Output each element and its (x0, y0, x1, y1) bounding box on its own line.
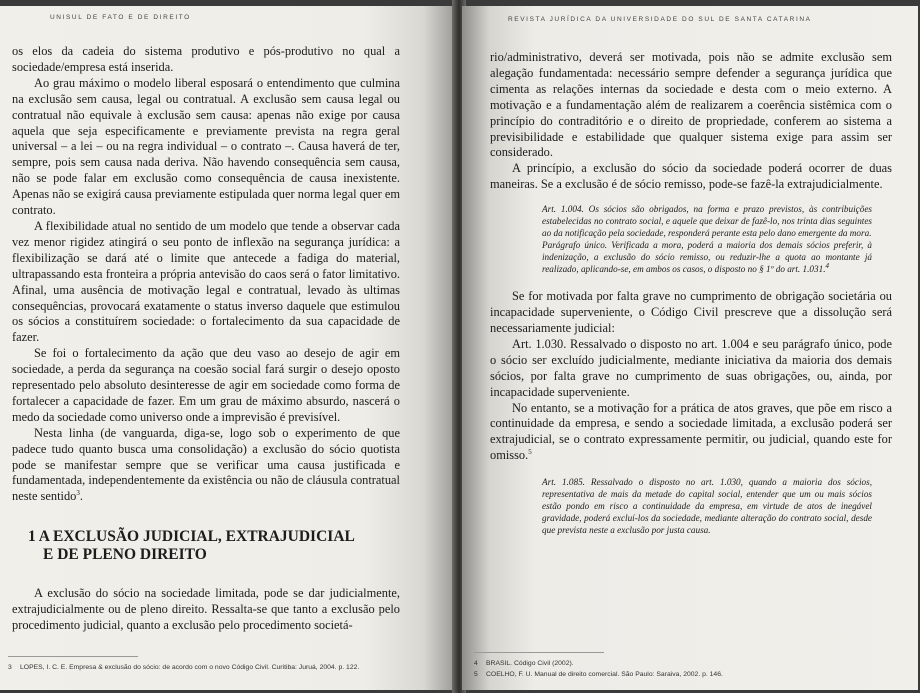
left-paragraph-text: Nesta linha (de vanguarda, diga-se, logo sob o experimento de que padece tudo quanto busca uma consolidação) a exclusão do sócio quotista pode se manifestar sempre que se verificar uma causa justificada e fundamentada, independentemente da existência ou não de cláusula contratual neste sentido (12, 425, 400, 504)
right-page-body (490, 50, 892, 550)
footnote-rule (474, 652, 604, 653)
left-page-body (12, 44, 400, 634)
footnote (474, 669, 723, 680)
right-page (462, 6, 918, 690)
footnote-number: 5 (474, 671, 478, 678)
right-footnotes (474, 658, 723, 680)
footnote-number: 4 (474, 660, 478, 667)
footnote-text: COELHO, F. U. Manual de direito comercial. São Paulo: Saraiva, 2002. p. 146. (486, 671, 723, 678)
section-heading (28, 528, 400, 564)
left-page (0, 6, 456, 690)
footnote-text: BRASIL. Código Civil (2002). (486, 660, 574, 667)
left-paragraph: Nesta linha (de vanguarda, diga-se, logo sob o experimento de que padece tudo quanto busca uma consolidação) a exclusão do sócio quotista pode se manifestar sempre que se verificar uma causa justificada e fundamentada, independentemente da existência ou não de cláusula contratual neste sentido$^3$. (12, 425, 400, 504)
footnote-number: 3 (8, 664, 12, 671)
left-paragraph: A flexibilidade atual no sentido de um modelo que tende a observar cada vez menor rigidez atingirá o seu ponto de inflexão na segurança jurídica: a flexibilização se dará até o limite que antecede a fadiga do material, ultrapassando esta fronteira a própria antevisão do caos será o fator limitativo. Afinal, uma ausência de motivação legal e contratual, levado às ultimas consequências, provocará exatamente o status inverso daquele que estimulou os sócios a constituírem sociedade: o fortalecimento da sua capacidade de fazer. (12, 218, 400, 345)
footnote-text: LOPES, I. C. E. Empresa & exclusão do sócio: de acordo com o novo Código Civil. Curitiba: Juruá, 2004. p. 122. (20, 664, 360, 671)
quote-text: Parágrafo único. Verificada a mora, poderá a maioria dos demais sócios preferir, à indenização, a exclusão do sócio remisso, ou reduzir-lhe a quota ao montante já realizado, aplicando-se, em ambos os casos, o disposto no § 1º do art. 1.031. (542, 240, 872, 275)
block-quote (542, 203, 872, 275)
left-paragraph: A exclusão do sócio na sociedade limitada, pode se dar judicialmente, extrajudicialmente ou de pleno direito. Ressalta-se que tanto a exclusão pelo procedimento judicial, quanto a exclusão pelo procedimento societá- (12, 586, 400, 633)
footnote (474, 658, 723, 669)
quote-paragraph: Art. 1.085. Ressalvado o disposto no art. 1.030, quando a maioria dos sócios, representativa de mais da metade do capital social, entender que um ou mais sócios estão pondo em risco a continuidade da empresa, em virtude de atos de inegável gravidade, poderá excluí-los da sociedade, mediante alteração do contrato social, desde que prevista neste a exclusão por justa causa. (542, 477, 872, 536)
right-running-head: REVISTA JURÍDICA DA UNIVERSIDADE DO SUL DE SANTA CATARINA (508, 16, 812, 23)
right-paragraph: A princípio, a exclusão do sócio da sociedade poderá ocorrer de duas maneiras. Se a exclusão é de sócio remisso, pode-se fazê-la extrajudicialmente. (490, 161, 892, 192)
left-footnotes (8, 662, 359, 673)
quote-paragraph: Art. 1.004. Os sócios são obrigados, na forma e prazo previstos, às contribuições estabelecidas no contrato social, e aquele que deixar de fazê-lo, nos trinta dias seguintes ao da notificação pela sociedade, responderá perante esta pelo dano emergente da mora. (542, 204, 872, 239)
right-paragraph: Se for motivada por falta grave no cumprimento de obrigação societária ou incapacidade superveniente, o Código Civil prescreve que a dissolução será necessariamente judicial: (490, 289, 892, 335)
section-heading-line2: E DE PLENO DIREITO (43, 546, 207, 564)
left-running-head: UNISUL DE FATO E DE DIREITO (50, 14, 191, 21)
footnote-rule (8, 656, 138, 657)
block-quote (542, 476, 872, 536)
right-paragraph-text: No entanto, se a motivação for a prática de atos graves, que põe em risco a continuidade da empresa, e sendo a sociedade limitada, a exclusão poderá ser extrajudicial, se o contrato expressamente permitir, ou judicial, quando este for omisso. (490, 400, 892, 463)
right-paragraph (490, 401, 892, 465)
footnote-ref: 4 (825, 262, 829, 271)
section-heading-line1: 1 A EXCLUSÃO JUDICIAL, EXTRAJUDICIAL (28, 528, 355, 546)
footnote (8, 662, 359, 673)
right-paragraph: Art. 1.030. Ressalvado o disposto no art. 1.004 e seu parágrafo único, pode o sócio ser excluído judicialmente, mediante iniciativa da maioria dos demais sócios, por falta grave no cumprimento de suas obrigações, ou, ainda, por incapacidade superveniente. (490, 336, 892, 399)
footnote-ref: 3 (76, 489, 80, 498)
left-paragraph: Se foi o fortalecimento da ação que deu vaso ao desejo de agir em sociedade, a perda da segurança na coesão social fará surgir o desejo oposto representado pelo absoluto desinteresse de agir em sociedade como forma de fortalecer a capacidade de fazer. Em um grau de máximo absurdo, nascerá o medo da sociedade como universo onde a imprevisão é previsível. (12, 346, 400, 424)
left-paragraph: os elos da cadeia do sistema produtivo e pós-produtivo no qual a sociedade/empresa está inserida. (12, 44, 400, 74)
quote-paragraph (542, 239, 872, 275)
right-paragraph: rio/administrativo, deverá ser motivada, pois não se admite exclusão sem alegação fundamentada: necessário sempre defender a segurança jurídica que cimenta as relações internas da sociedade e desta com o meio externo. A motivação e a fundamentação além de realizarem a coerência sistêmica com o princípio do contraditório e o direito de propriedade, conferem ao sistema a previsibilidade e estabilidade que qualquer sistema exige para assim ser considerado. (490, 50, 892, 160)
footnote-ref: 5 (528, 448, 532, 457)
left-paragraph: Ao grau máximo o modelo liberal esposará o entendimento que culmina na exclusão sem causa, legal ou contratual. A exclusão sem causa legal ou contratual não equivale à exclusão sem causa: apenas não exige por causa aquela que seja especificamente e previamente prevista na regra geral universal – a lei – ou na regra individual – o contrato –. Causa haverá de ter, sempre, pois sem causa nada deriva. Não havendo consequência sem causa, não se pode falar em exclusão como consequência de causa inexistente. Apenas não se exigirá causa previamente estipulada quer norma legal quer em contrato. (12, 75, 400, 218)
